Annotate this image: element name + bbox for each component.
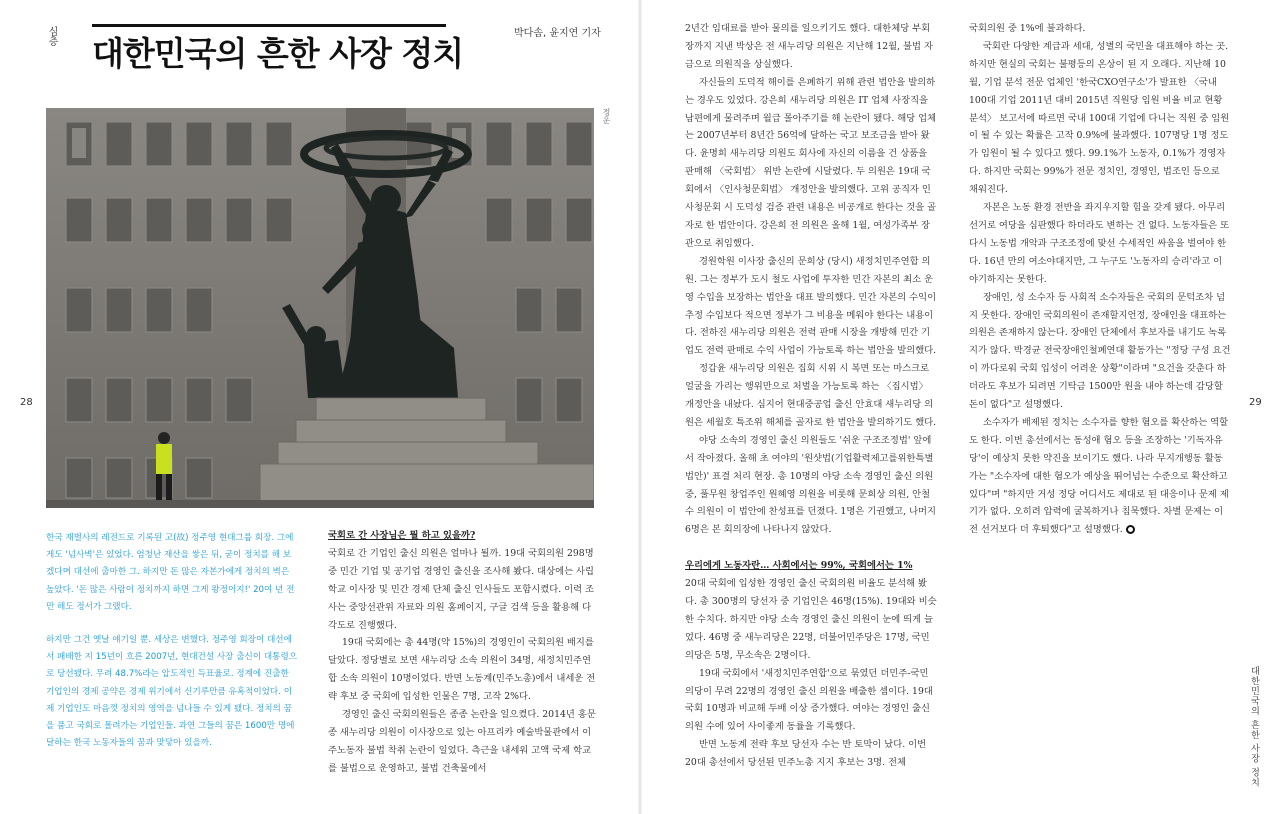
page-number-right: 29	[1249, 397, 1262, 408]
body-paragraph: 19대 국회에는 총 44명(약 15%)의 경영인이 국회의원 배지를 달았다. 정당별로 보면 새누리당 소속 의원이 34명, 새정치민주연합 소속 의원이 10명이었다. 반면 노동계(민주노총)에서 내세운 전략 후보 중 국회에 입성한 인물은 7명, 고작 2%다.	[328, 637, 596, 703]
body-paragraph: 경원학원 이사장 출신의 문희상 (당시) 새정치민주연합 의원. 그는 정부가 도시 철도 사업에 투자한 민간 자본의 최소 운영 수입을 보장하는 법안을 대표 발의했다. 민간 자본의 수익이 추정 수입보다 적으면 정부가 그 비용을 메워야 한다는 내용이다. 전하진 새누리당 의원은 전력 판매 시장을 개방해 민간 기업도 전력 판매로 수익 사업이 가능토록 하는 법안을 발의했다.	[685, 255, 937, 357]
section-heading: 우리에게 노동자란… 사회에서는 99%, 국회에서는 1%	[685, 560, 913, 572]
running-footer: 대한민국의 흔한 사장 정치	[1249, 666, 1259, 788]
section-heading: 국회로 간 사장님은 뭘 하고 있을까?	[328, 530, 476, 541]
page-title: 대한민국의 흔한 사장 정치	[92, 34, 464, 73]
body-paragraph: 국회의원 중 1%에 불과하다.	[969, 23, 1086, 34]
statue-photo	[46, 108, 594, 508]
article-column-3	[969, 20, 1231, 539]
statue-photo-illustration	[46, 108, 594, 508]
body-paragraph	[969, 414, 1231, 539]
closing-paragraph-text: 소수자가 배제된 정치는 소수자를 향한 혐오를 확산하는 역할도 한다. 이번 총선에서는 동성애 혐오 등을 조장하는 '기독자유당'이 예상치 못한 약진을 보이기도 했다. 나라 무지개행동 활동가는 "소수자에 대한 혐오가 예상을 뛰어넘는 수준으로 확산하고 있다"며 "하지만 거성 정당 어디서도 제대로 된 대응이나 문제 제기가 없다. 오히려 압력에 굴복하거나 침묵했다. 차별 문제는 이전 선거보다 더 후퇴했다"고 설명했다.	[969, 416, 1229, 536]
body-paragraph: 19대 국회에서 '새정치민주연합'으로 묶였던 더민주-국민의당이 무려 22명의 경영인 출신 의원을 배출한 셈이다. 19대 국회 10명과 비교해 두배 이상 증가했다. 여야는 경영인 출신 의원 수에 있어 사이좋게 동률을 기록했다.	[685, 667, 933, 733]
intro-paragraph: 한국 재벌사의 레전드로 기록된 고(故) 정주영 현대그룹 회장. 그에게도 '넘사벽'은 있었다. 엄청난 재산을 쌓은 뒤, 굳이 정치를 해 보겠다며 대선에 출마한 그. 하지만 돈 많은 자본가에게 정치의 벽은 높았다. '돈 많은 사람이 정치까지 하면 그게 왕정이지!' 20여 년 전만 해도 정서가 그랬다.	[46, 533, 295, 612]
photo-credit: 정운	[602, 108, 611, 124]
article-column-1	[328, 527, 596, 778]
page-number-left: 28	[20, 397, 33, 408]
body-paragraph: 반면 노동계 전략 후보 당선자 수는 반 토막이 났다. 이번 20대 총선에서 당선된 민주노총 지지 후보는 3명. 전체	[685, 739, 927, 769]
body-paragraph: 경영인 출신 국회의원들은 종종 논란을 일으켰다. 2014년 홍문종 새누리당 의원이 이사장으로 있는 아프리카 예술박물관에서 이주노동자 불법 착취 논란이 일었다. 측근을 내세워 고액 국제 학교를 불법으로 운영하고, 불법 건축물에서	[328, 709, 596, 774]
body-paragraph: 야당 소속의 경영인 출신 의원들도 '쉬운 구조조정법' 앞에서 작아졌다. 올해 초 여야의 '원샷법(기업활력제고를위한특별법안)' 표결 처리 현장. 총 10명의 야당 소속 경영인 출신 의원 중, 풀무원 창업주인 원혜영 의원을 비롯해 문희상 의원, 안철수 의원이 이 법안에 찬성표를 던졌다. 1명은 기권했고, 나머지 6명은 본 회의장에 나타나지 않았다.	[685, 434, 937, 536]
headline-rule	[92, 24, 446, 27]
paragraph-gap	[685, 539, 937, 557]
intro-paragraph: 하지만 그건 옛날 얘기일 뿐. 세상은 변했다. 정주영 회장이 대선에서 패배한 지 15년이 흐른 2007년, 현대건설 사장 출신이 대통령으로 당선됐다. 무려 48.7%라는 압도적인 득표율로. 정계에 진출한 기업인의 경제 공약은 경제 위기에서 신기루만큼 유혹적이었다. 이제 기업인도 마음껏 정치의 영역을 넘나들 수 있게 됐다. 정치의 꿈을 품고 국회로 몰려가는 기업인들. 과연 그들의 꿈은 1600만 명에 달하는 한국 노동자들의 꿈과 맞닿아 있을까.	[46, 635, 298, 749]
body-paragraph: 정갑윤 새누리당 의원은 집회 시위 시 복면 또는 마스크로 얼굴을 가리는 행위만으로 처벌을 가능토록 하는 〈집시법〉 개정안을 내놨다. 심지어 현대중공업 출신 안효대 새누리당 의원은 세월호 특조위 해체를 골자로 한 법안을 발의하기도 했다.	[685, 363, 937, 428]
body-paragraph: 2년간 임대료를 받아 물의를 일으키기도 했다. 대한체당 부회장까지 지낸 박상은 전 새누리당 의원은 지난해 12월, 불법 자금으로 의원직을 상실했다.	[685, 23, 933, 70]
article-column-2	[685, 20, 937, 772]
body-paragraph: 국회란 다양한 계급과 세대, 성별의 국민을 대표해야 하는 곳. 하지만 현실의 국회는 불평등의 온상이 된 지 오래다. 지난해 10월, 기업 분석 전문 업체인 '한국CXO연구소'가 발표한 〈국내 100대 기업 2011년 대비 2015년 직원당 임원 비율 비교 현황 분석〉 보고서에 따르면 국내 100대 기업에 다니는 직원 중 임원이 될 수 있는 확률은 고작 0.9%에 불과했다. 107명당 1명 정도가 임원이 될 수 있다고 했다. 99.1%가 노동자, 0.1%가 경영자다. 하지만 국회는 99%가 전문 정치인, 경영인, 법조인 등으로 채워진다.	[969, 40, 1230, 196]
body-paragraph: 자본은 노동 환경 전반을 좌지우지할 힘을 갖게 됐다. 아무리 선거로 여당을 심판했다 하더라도 변하는 건 없다. 노동자들은 또다시 노동법 개악과 구조조정에 맞선 수세적인 싸움을 벌여야 한다. 16년 만의 여소야대지만, 그 누구도 '노동자의 승리'라고 이야기하지는 못한다.	[969, 202, 1230, 285]
intro-caption-2	[46, 632, 298, 752]
body-paragraph: 자신들의 도덕적 해이를 은폐하기 위해 관련 법안을 발의하는 경우도 있었다. 강은희 새누리당 의원은 IT 업체 사장직을 남편에게 물려주며 월급 몰아주기를 해 논란이 됐다. 해당 업체는 2007년부터 8년간 56억에 달하는 국고 보조금을 받아 왔다. 윤명희 새누리당 의원도 회사에 자신의 이름을 건 상품을 판매해 〈국회법〉 위반 논란에 시달렸다. 두 의원은 19대 국회에서 〈인사청문회법〉 개정안을 발의했다. 고위 공직자 인사청문회 시 도덕성 검증 관련 내용은 비공개로 한다는 것을 골자로 한 법안이다. 강은희 전 의원은 올해 1월, 여성가족부 장관으로 취임했다.	[685, 76, 937, 249]
body-paragraph: 20대 국회에 입성한 경영인 출신 국회의원 비율도 분석해 봤다. 총 300명의 당선자 중 기업인은 46명(15%). 19대와 비슷한 수치다. 하지만 야당 소속 경영인 출신 의원이 눈에 띄게 늘었다. 46명 중 새누리당은 22명, 더불어민주당은 17명, 국민의당은 5명, 무소속은 2명이다.	[685, 578, 937, 661]
body-paragraph: 장애인, 성 소수자 등 사회적 소수자들은 국회의 문턱조차 넘지 못한다. 장애인 국회의원이 존재할지언정, 장애인을 대표하는 의원은 존재하지 않는다. 장애인 단체에서 후보자를 내기도 녹록지가 않다. 박경균 전국장애인철폐연대 활동가는 "정당 구성 요건이 까다로워 국회 입성이 어려운 상황"이라며 "요건을 갖춘다 하더라도 후보가 되려면 기탁금 1500만 원을 내야 하는데 감당할 돈이 없다"고 설명했다.	[969, 291, 1231, 411]
byline: 박다솜, 윤지연 기자	[514, 28, 601, 39]
section-tag: 심층	[46, 26, 57, 46]
end-mark-icon	[1126, 525, 1135, 534]
body-paragraph: 국회로 간 기업인 출신 의원은 얼마나 될까. 19대 국회의원 298명 중 민간 기업 및 공기업 경영인 출신을 조사해 봤다. 대상에는 사립 학교 이사장 및 민간 경제 단체 출신 인사들도 포함시켰다. 이력 조사는 중앙선관위 자료와 의원 홈페이지, 구글 검색 등을 활용해 다각도로 진행했다.	[328, 547, 595, 631]
intro-caption-1	[46, 530, 298, 616]
